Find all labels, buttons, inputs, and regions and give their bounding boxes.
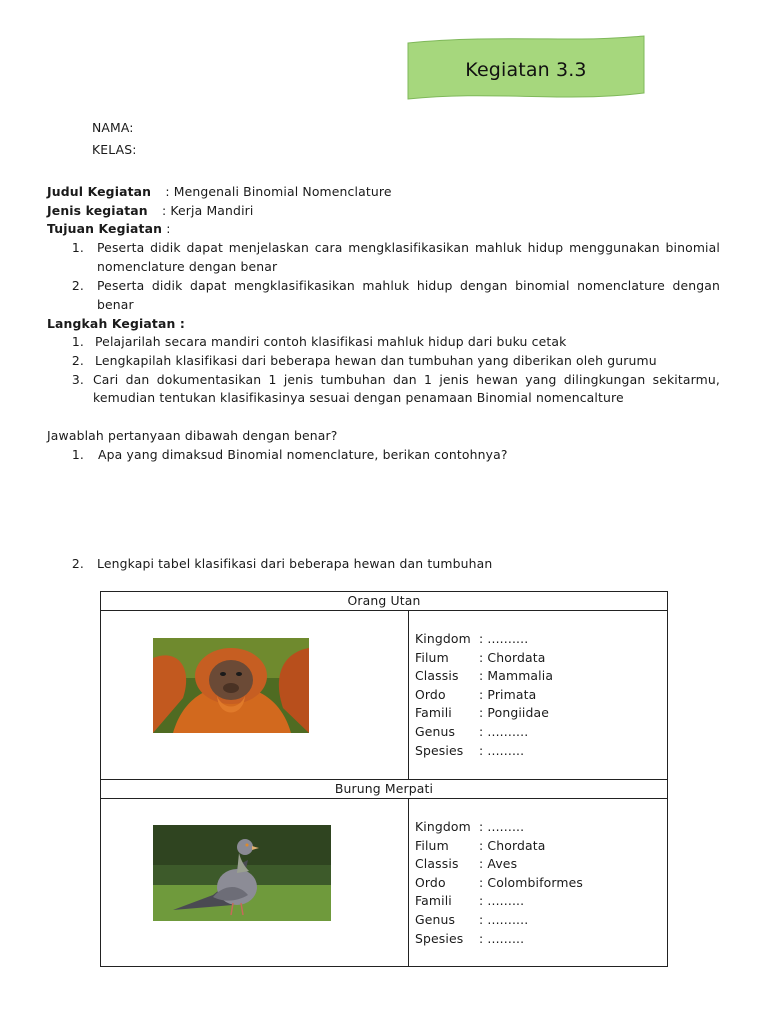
nama-label: NAMA: [92, 120, 134, 135]
kelas-label: KELAS: [92, 142, 137, 157]
tujuan-item-num: 1. [71, 240, 84, 255]
langkah-item-1: Pelajarilah secara mandiri contoh klasifikasi mahluk hidup dari buku cetak [95, 334, 567, 349]
classification-info-cell [409, 611, 668, 780]
classification-row: Genus : .......... [415, 724, 529, 739]
classification-row: Classis : Mammalia [415, 668, 554, 683]
tujuan-colon: : [166, 221, 171, 236]
jenis-row [47, 202, 254, 220]
classification-table [100, 591, 668, 967]
judul-label: Judul Kegiatan [47, 184, 152, 199]
classification-row: Ordo : Primata [415, 687, 537, 702]
langkah-item-3-line2: kemudian tentukan klasifikasinya sesuai dengan penamaan Binomial nomencalture [93, 390, 624, 405]
table-row [101, 799, 668, 967]
classification-row: Kingdom : ......... [415, 819, 525, 834]
tujuan-item-num: 2. [71, 278, 84, 293]
questions-intro: Jawablah pertanyaan dibawah dengan benar? [47, 428, 338, 443]
classification-row: Genus : .......... [415, 912, 529, 927]
banner-title: Kegiatan 3.3 [465, 59, 587, 81]
jenis-label: Jenis kegiatan [47, 203, 148, 218]
langkah-item-num: 2. [71, 353, 84, 368]
classification-row: Spesies : ......... [415, 931, 525, 946]
langkah-item-3-line1: Cari dan dokumentasikan 1 jenis tumbuhan dan 1 jenis hewan yang dilingkungan sekitarmu, [93, 372, 720, 387]
pigeon-photo-icon [153, 825, 331, 921]
judul-row [47, 183, 392, 201]
question-1-text: Apa yang dimaksud Binomial nomenclature, berikan contohnya? [98, 447, 508, 462]
classification-row: Famili : ......... [415, 893, 525, 908]
classification-row: Ordo : Colombiformes [415, 875, 583, 890]
classification-row: Kingdom : .......... [415, 631, 529, 646]
table-row [101, 592, 668, 611]
langkah-item-2: Lengkapilah klasifikasi dari beberapa hewan dan tumbuhan yang diberikan oleh gurumu [95, 353, 657, 368]
image-cell [101, 611, 409, 780]
langkah-label: Langkah Kegiatan : [47, 316, 186, 331]
tujuan-row [47, 220, 171, 238]
langkah-item-num: 3. [71, 372, 84, 387]
classification-row: Famili : Pongiidae [415, 705, 550, 720]
image-cell [101, 799, 409, 967]
classification-row: Spesies : ......... [415, 743, 525, 758]
activity-banner [406, 35, 646, 101]
tujuan-item-2-line1: Peserta didik dapat mengklasifikasikan mahluk hidup dengan binomial nomenclature dengan [97, 278, 720, 293]
classification-row: Filum : Chordata [415, 650, 546, 665]
classification-info-cell [409, 799, 668, 967]
classification-row: Classis : Aves [415, 856, 518, 871]
langkah-item-num: 1. [71, 334, 84, 349]
question-1-num: 1. [71, 447, 84, 462]
table-row [101, 780, 668, 799]
jenis-value: : Kerja Mandiri [161, 203, 254, 218]
tujuan-item-2-line2: benar [97, 297, 134, 312]
animal-name-header: Orang Utan [101, 592, 668, 611]
question-2-text: Lengkapi tabel klasifikasi dari beberapa hewan dan tumbuhan [97, 556, 493, 571]
tujuan-item-1-line2: nomenclature dengan benar [97, 259, 278, 274]
question-2-num: 2. [71, 556, 84, 571]
judul-value: : Mengenali Binomial Nomenclature [165, 184, 392, 199]
tujuan-item-1-line1: Peserta didik dapat menjelaskan cara mengklasifikasikan mahluk hidup menggunakan binomial [97, 240, 720, 255]
tujuan-label: Tujuan Kegiatan [47, 221, 163, 236]
table-row [101, 611, 668, 780]
classification-row: Filum : Chordata [415, 838, 546, 853]
orangutan-photo-icon [153, 638, 309, 733]
animal-name-header: Burung Merpati [101, 780, 668, 799]
